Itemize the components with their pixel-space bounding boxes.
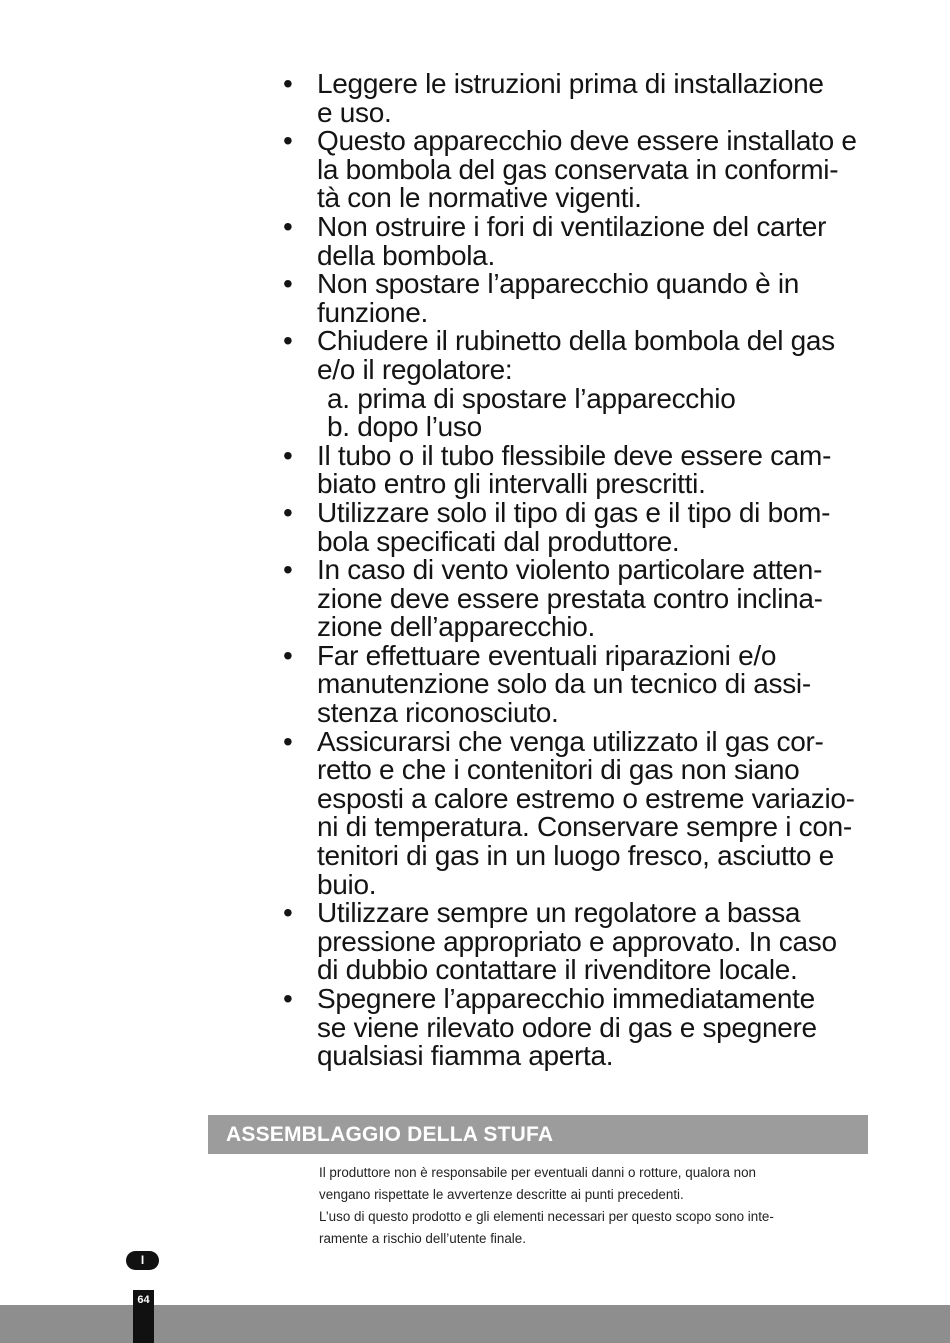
- bullet-icon: •: [283, 639, 293, 671]
- safety-item-line: zione deve essere prestata contro inclina-: [317, 582, 823, 614]
- bullet-icon: •: [283, 325, 293, 357]
- safety-item-line: In caso di vento violento particolare atten-: [317, 554, 823, 586]
- safety-item-line: stenza riconosciuto.: [317, 697, 559, 729]
- bullet-icon: •: [283, 725, 293, 757]
- safety-item-line: se viene rilevato odore di gas e spegnere: [317, 1011, 817, 1043]
- safety-item-line: tà con le normative vigenti.: [317, 182, 642, 214]
- disclaimer-paragraph: [319, 1162, 871, 1206]
- safety-item: [282, 439, 872, 500]
- safety-item-line: Spegnere l’apparecchio immediatamente: [317, 983, 815, 1014]
- safety-item-line: la bombola del gas conservata in conformi-: [317, 153, 839, 185]
- bullet-icon: •: [283, 68, 293, 99]
- safety-item: [282, 639, 872, 729]
- section-header-bar: [208, 1115, 868, 1154]
- safety-item-line: biato entro gli intervalli prescritti.: [317, 468, 706, 500]
- safety-item-line: Utilizzare solo il tipo di gas e il tipo di bom-: [317, 496, 831, 528]
- safety-item-line: esposti a calore estremo o estreme variazio-: [317, 782, 855, 814]
- disclaimer-line: Il produttore non è responsabile per eventuali danni o rotture, qualora non: [319, 1165, 756, 1180]
- safety-item-line: ni di temperatura. Conservare sempre i con-: [317, 811, 852, 843]
- safety-item-line: qualsiasi fiamma aperta.: [317, 1040, 614, 1072]
- disclaimer-line: L’uso di questo prodotto e gli elementi necessari per questo scopo sono inte-: [319, 1209, 774, 1224]
- safety-item-line: manutenzione solo da un tecnico di assi-: [317, 668, 811, 700]
- language-badge: I: [126, 1251, 159, 1270]
- bullet-icon: •: [283, 496, 293, 528]
- safety-item-line: Il tubo o il tubo flessibile deve essere cam-: [317, 439, 832, 471]
- safety-item-line: tenitori di gas in un luogo fresco, asciutto e: [317, 840, 834, 872]
- safety-item-line: funzione.: [317, 296, 428, 328]
- safety-item-line: Questo apparecchio deve essere installato e: [317, 125, 857, 157]
- safety-subitem: b. dopo l’uso: [327, 411, 482, 443]
- safety-item: [282, 210, 872, 271]
- safety-item: [282, 725, 872, 900]
- safety-item-line: Assicurarsi che venga utilizzato il gas cor-: [317, 725, 824, 757]
- page-number: 64: [137, 1294, 150, 1306]
- bullet-icon: •: [283, 268, 293, 300]
- safety-item-line: zione dell’apparecchio.: [317, 611, 595, 643]
- bullet-icon: •: [283, 983, 293, 1014]
- disclaimer-text: [319, 1162, 871, 1250]
- disclaimer-paragraph: [319, 1206, 871, 1250]
- safety-item-line: Chiudere il rubinetto della bombola del gas: [317, 325, 835, 357]
- safety-item-line: Far effettuare eventuali riparazioni e/o: [317, 639, 777, 671]
- safety-item-line: Utilizzare sempre un regolatore a bassa: [317, 897, 801, 929]
- disclaimer-line: ramente a rischio dell’utente finale.: [319, 1231, 526, 1246]
- safety-item-line: retto e che i contenitori di gas non siano: [317, 754, 800, 786]
- safety-item-line: Leggere le istruzioni prima di installazione: [317, 68, 824, 99]
- safety-subitem: a. prima di spostare l’apparecchio: [327, 382, 736, 414]
- safety-item-line: buio.: [317, 868, 377, 900]
- safety-instructions-list: [282, 70, 872, 1071]
- safety-item: [282, 899, 872, 985]
- safety-item-line: Non ostruire i fori di ventilazione del carter: [317, 210, 827, 242]
- safety-item-line: della bombola.: [317, 239, 495, 271]
- safety-item-line: pressione appropriato e approvato. In caso: [317, 925, 837, 957]
- section-title: ASSEMBLAGGIO DELLA STUFA: [226, 1123, 554, 1146]
- safety-item-line: Non spostare l’apparecchio quando è in: [317, 268, 800, 300]
- safety-item: [282, 556, 872, 642]
- safety-item-line: e uso.: [317, 96, 392, 128]
- bullet-icon: •: [283, 897, 293, 929]
- bullet-icon: •: [283, 125, 293, 157]
- disclaimer-line: vengano rispettate le avvertenze descritte ai punti precedenti.: [319, 1187, 684, 1202]
- page-number-tab: [133, 1290, 154, 1343]
- safety-item: [282, 327, 872, 441]
- bullet-icon: •: [283, 554, 293, 586]
- safety-item: [282, 70, 872, 127]
- safety-item-line: bola specificati dal produttore.: [317, 525, 680, 557]
- bullet-icon: •: [283, 210, 293, 242]
- safety-item: [282, 127, 872, 213]
- safety-item-line: di dubbio contattare il rivenditore locale.: [317, 954, 798, 986]
- safety-item: [282, 270, 872, 327]
- bullet-icon: •: [283, 439, 293, 471]
- safety-item-line: e/o il regolatore:: [317, 353, 513, 385]
- safety-item: [282, 496, 872, 557]
- safety-item: [282, 985, 872, 1071]
